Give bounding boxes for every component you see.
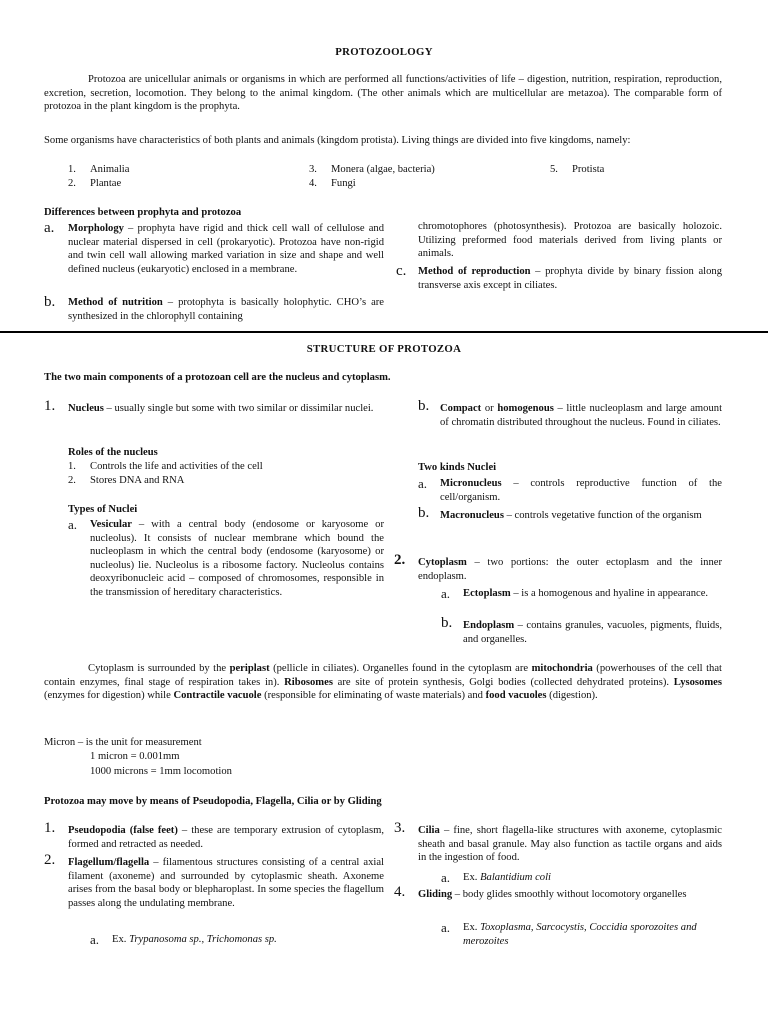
flagellum-item: 2. Flagellum/flagella – filamentous structures consisting of a central axial filament (axoneme) and surrounded by cytoplasmic sheath. Axoneme arises from the basal body or blepharoplast. In some species the flagellum passes along the undulating membrane. <box>44 852 384 909</box>
gliding-item: 4. Gliding – body glides smoothly without locomotory organelles <box>394 884 687 900</box>
gliding-example: a. Ex. Toxoplasma, Sarcocystis, Coccidia sporozoites and merozoites <box>441 920 697 947</box>
cilia-item: 3. Cilia – fine, short flagella-like structures with axoneme, cytoplasmic sheath and basal granule. May also function as tactile organs and aids in the ingestion of food. <box>394 820 722 864</box>
micron-conversion: 1000 microns = 1mm locomotion <box>90 766 232 777</box>
flagellum-example: a. Ex. Trypanosoma sp., Trichomonas sp. <box>90 932 277 947</box>
kingdoms-intro: Some organisms have characteristics of both plants and animals (kingdom protista). Living things are divided into five kingdoms, namely: <box>44 135 631 146</box>
cytoplasm-item: 2. Cytoplasm – two portions: the outer ectoplasm and the inner endoplasm. <box>394 552 722 582</box>
diff-nutrition: b. Method of nutrition – protophyta is basically holophytic. CHO’s are synthesized in the chlorophyll containing <box>44 294 385 322</box>
intro-paragraph: Protozoa are unicellular animals or organisms in which are performed all functions/activities of life – digestion, nutrition, respiration, reproduction, excretion, secretion, locomotion. They belong to the animal kingdom. (The other animals which are multicellular are metazoa). The comparable form of protozoa in the plant kingdom is the prophyta. <box>44 74 722 113</box>
main-components: The two main components of a protozoan cell are the nucleus and cytoplasm. <box>44 372 391 383</box>
ectoplasm-item: a. Ectoplasm – is a homogenous and hyaline in appearance. <box>441 586 709 601</box>
pseudopodia-item: 1. Pseudopodia (false feet) – these are temporary extrusion of cytoplasm, formed and retracted as needed. <box>44 820 384 850</box>
micronucleus-item: a. Micronucleus – controls reproductive function of the cell/organism. <box>418 476 722 503</box>
page-divider <box>0 331 768 333</box>
compact-item: b. Compact or homogenous – little nucleoplasm and large amount of chromatin distributed throughout the nucleus. Found in ciliates. <box>418 398 723 428</box>
structure-heading: STRUCTURE OF PROTOZOA <box>306 343 462 355</box>
roles-heading: Roles of the nucleus <box>68 447 158 458</box>
two-kinds-heading: Two kinds Nuclei <box>418 462 497 473</box>
macronucleus-item: b. Macronucleus – controls vegetative function of the organism <box>418 505 702 521</box>
diff-morphology: a. Morphology – prophyta have rigid and thick cell wall of cellulose and nuclear material dispersed in cell (prokaryotic). Protozoa have non-rigid and twin cell wall allowing marked variation in size and shape and well defined nucleus (eukaryotic) enclosed in a membrane. <box>44 220 384 275</box>
diff-nutrition-continued: chromotophores (photosynthesis). Protozoa are basically holozoic. Utilizing preformed food materials derived from living plants or animals. <box>418 221 722 260</box>
micron-definition: Micron – is the unit for measurement <box>44 737 202 748</box>
locomotion-heading: Protozoa may move by means of Pseudopodia, Flagella, Cilia or by Gliding <box>44 796 382 807</box>
micron-conversion: 1 micron = 0.001mm <box>90 751 180 762</box>
vesicular-item: a. Vesicular – with a central body (endosome or karyosome or nucleolus). It consists of nuclear membrane which bound the nucleoplasm in which the central body (endosome (karyosome) or nucleolus) lie. Nucleolus is a ribosome factory. Nucleolus contains deoxyribonucleic acid – composed of chromosomes, responsible in the transmission of hereditary characteristics. <box>68 517 384 598</box>
cytoplasm-paragraph: Cytoplasm is surrounded by the periplast (pellicle in ciliates). Organelles found in the cytoplasm are mitochondria (powerhouses of the cell that contain enzymes, final stage of respiration takes in). Ribosomes are site of protein synthesis, Golgi bodies (collected dehydrated proteins). Lysosomes (enzymes for digestion) while Contractile vacuole (responsible for eliminating of waste materials) and food vacuoles (digestion). <box>44 663 722 702</box>
page-title: PROTOZOOLOGY <box>335 46 433 58</box>
types-heading: Types of Nuclei <box>68 504 138 515</box>
endoplasm-item: b. Endoplasm – contains granules, vacuoles, pigments, fluids, and organelles. <box>441 615 722 645</box>
cilia-example: a. Ex. Balantidium coli <box>441 870 551 885</box>
diff-reproduction: c. Method of reproduction – prophyta divide by binary fission along transverse axis except in ciliates. <box>396 263 722 291</box>
nucleus-item: 1. Nucleus – usually single but some with two similar or dissimilar nuclei. <box>44 398 374 414</box>
differences-heading: Differences between prophyta and protozoa <box>44 207 242 218</box>
